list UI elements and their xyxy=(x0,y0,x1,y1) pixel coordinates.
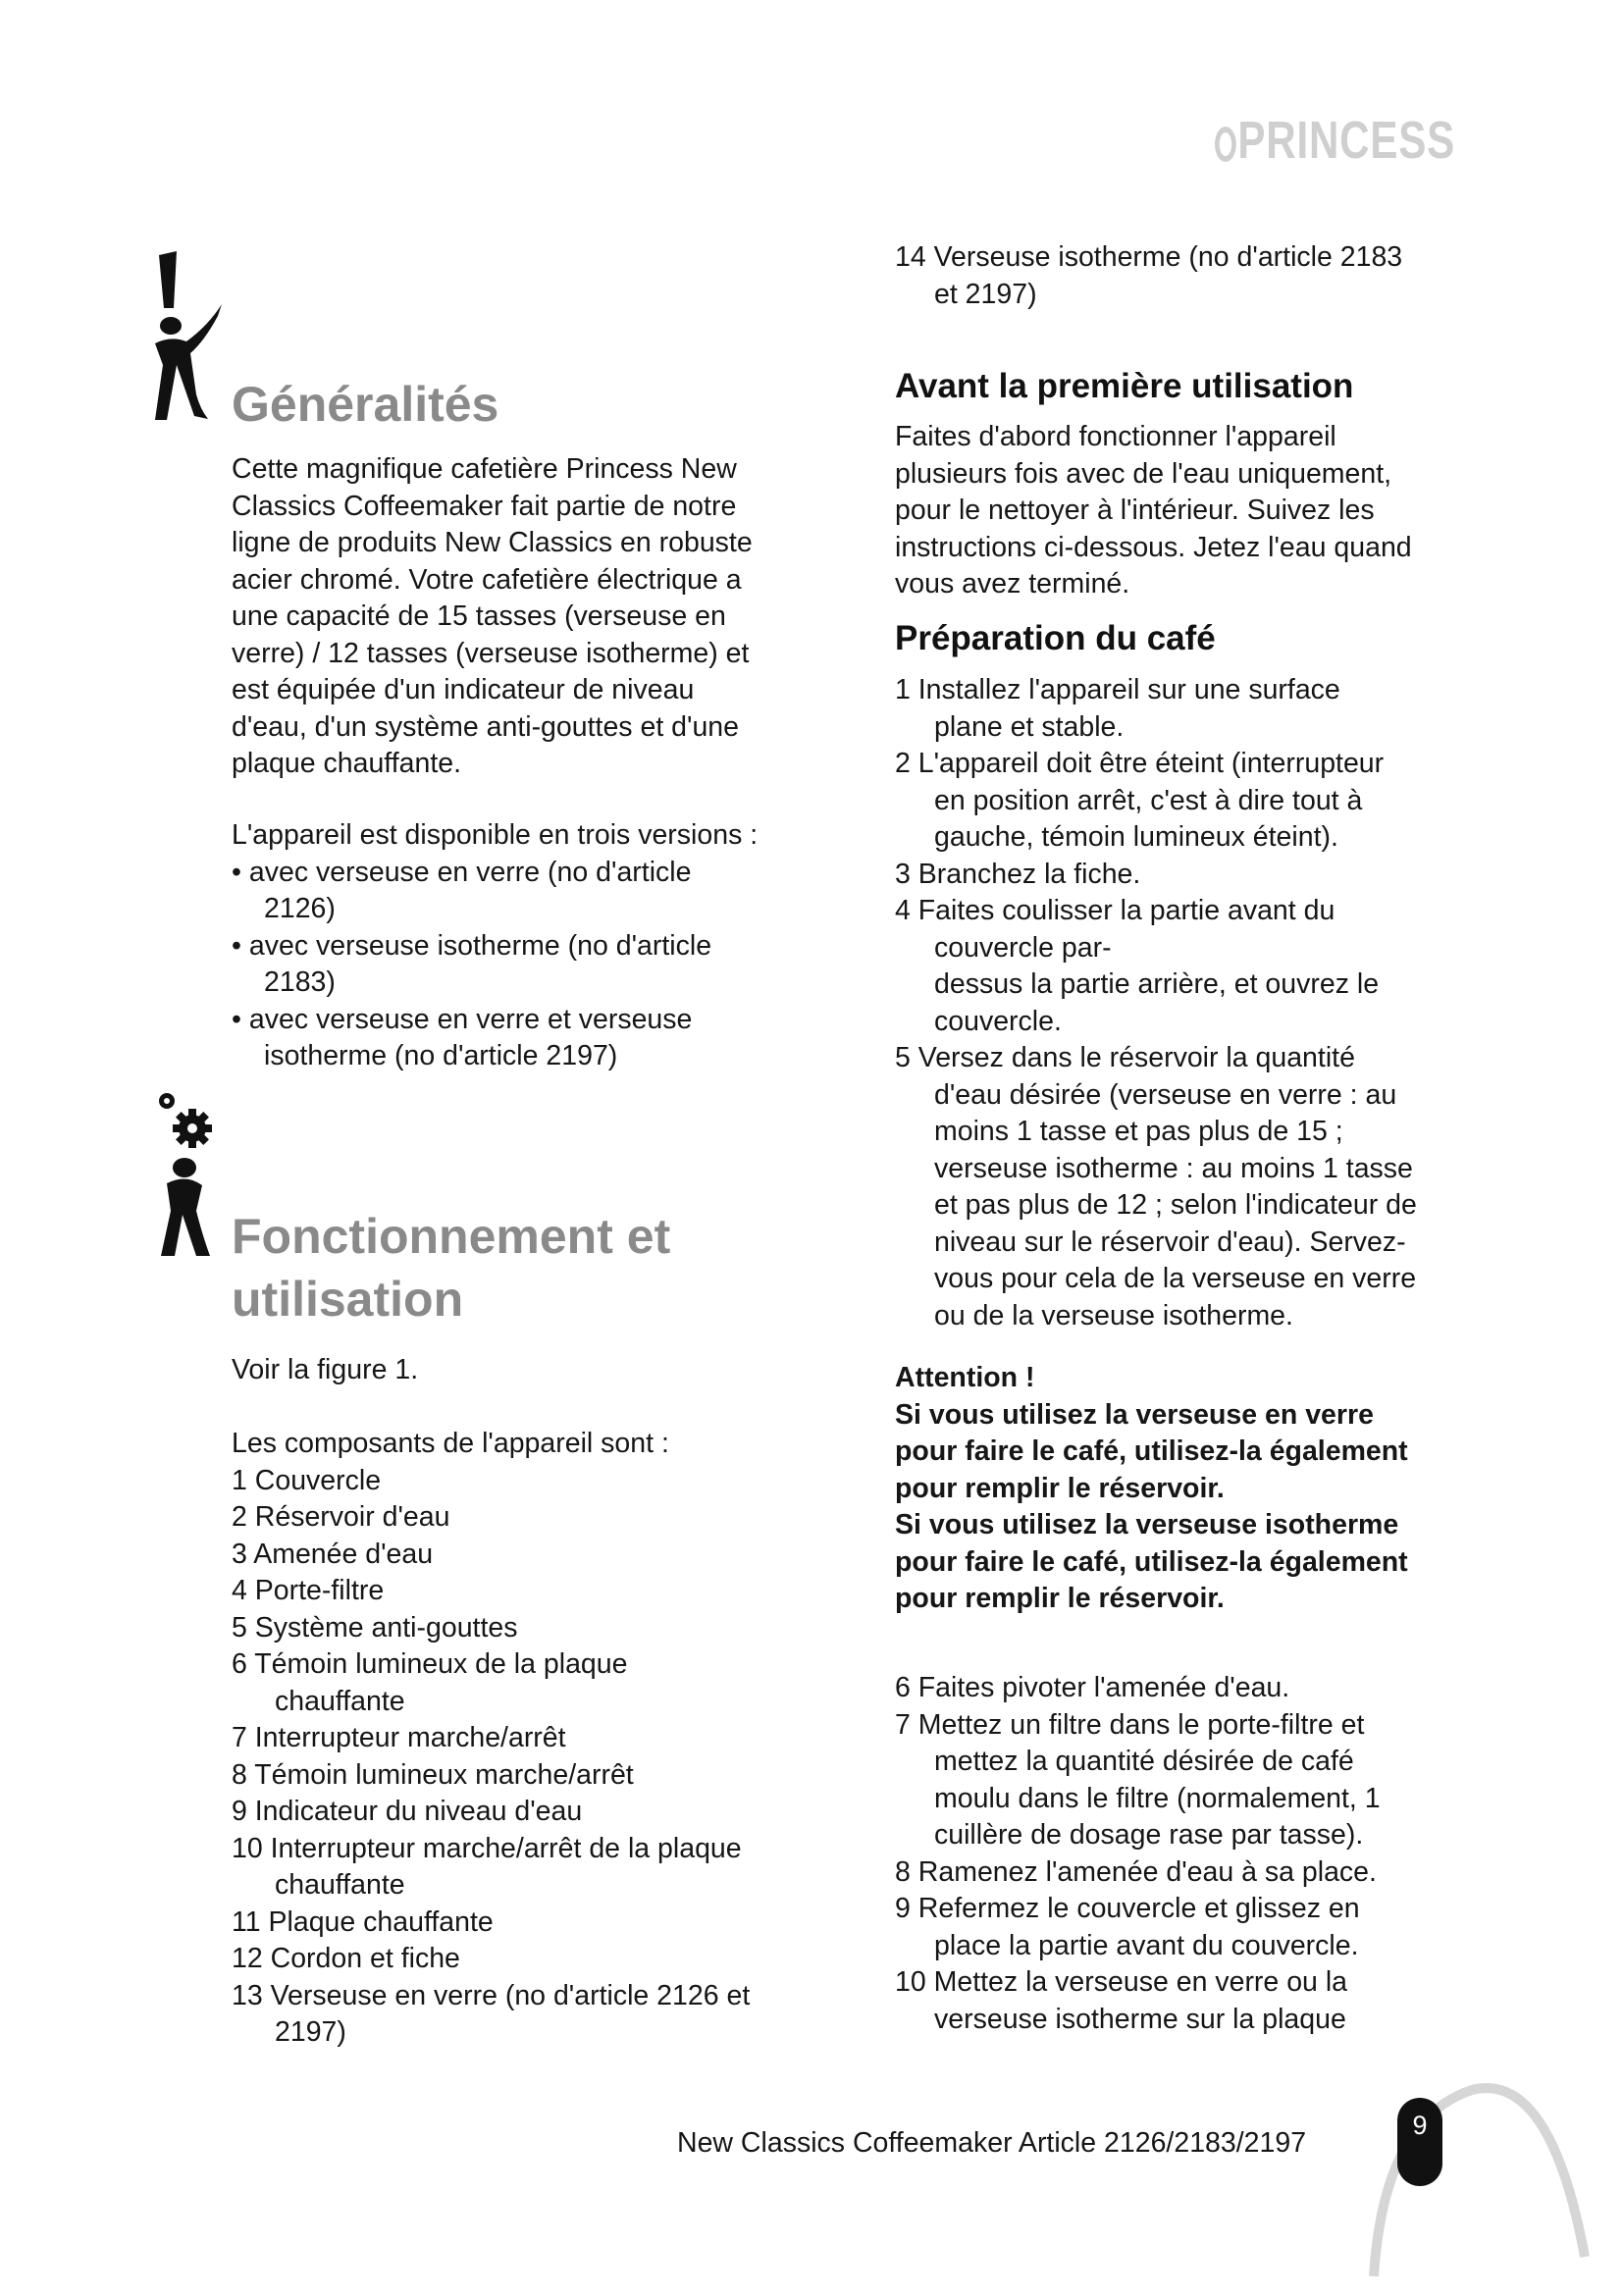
section-title-operation-l1: Fonctionnement et xyxy=(232,1209,671,1264)
step-cont: niveau sur le réservoir d'eau). Servez- xyxy=(934,1226,1406,1258)
page-number: 9 xyxy=(1397,2098,1442,2186)
section-preparation xyxy=(895,617,1444,660)
attention-line: pour remplir le réservoir. xyxy=(895,1583,1225,1614)
step-cont: en position arrêt, c'est à dire tout à xyxy=(934,784,1363,816)
warning-person-icon xyxy=(147,247,226,424)
step-cont: ou de la verseuse isotherme. xyxy=(934,1299,1293,1331)
logo-ring-icon xyxy=(1215,127,1236,162)
component-item: 1 Couvercle xyxy=(232,1464,382,1496)
component-item: 3 Amenée d'eau xyxy=(232,1538,434,1570)
step-item: 7 Mettez un filtre dans le porte-filtre et xyxy=(895,1708,1365,1741)
text-line: Classics Coffeemaker fait partie de notre xyxy=(232,490,737,522)
text-line: d'eau, d'un système anti-gouttes et d'une xyxy=(232,710,739,743)
text-line: ligne de produits New Classics en robuste xyxy=(232,527,753,558)
section-title-operation-l2: utilisation xyxy=(232,1272,464,1327)
step-cont: moulu dans le filtre (normalement, 1 xyxy=(934,1782,1381,1814)
text-line: pour le nettoyer à l'intérieur. Suivez les xyxy=(895,495,1375,526)
component-item: 11 Plaque chauffante xyxy=(232,1905,494,1938)
component-item: 9 Indicateur du niveau d'eau xyxy=(232,1796,583,1827)
gear-person-icon xyxy=(153,1087,232,1264)
step-item: 2 L'appareil doit être éteint (interrupteur xyxy=(895,748,1385,779)
step-cont: moins 1 tasse et pas plus de 15 ; xyxy=(934,1116,1343,1147)
component-item: 7 Interrupteur marche/arrêt xyxy=(232,1722,566,1753)
version-line: 2183) xyxy=(264,966,336,998)
step-cont: vous pour cela de la verseuse en verre xyxy=(934,1263,1417,1294)
text-line: plaque chauffante. xyxy=(232,748,462,779)
text-line: une capacité de 15 tasses (verseuse en xyxy=(232,600,726,632)
attention-box xyxy=(895,1360,1444,1618)
component-item: 10 Interrupteur marche/arrêt de la plaque xyxy=(232,1832,742,1864)
step-cont: verseuse isotherme : au moins 1 tasse xyxy=(934,1152,1413,1184)
component-item: 13 Verseuse en verre (no d'article 2126 et xyxy=(232,1979,751,2011)
step-cont: couvercle. xyxy=(934,1005,1062,1037)
attention-line: pour faire le café, utilisez-la également xyxy=(895,1545,1408,1578)
version-line: • avec verseuse en verre et verseuse xyxy=(232,1003,693,1035)
component-item: 12 Cordon et fiche xyxy=(232,1943,460,1974)
step-cont: d'eau désirée (verseuse en verre : au xyxy=(934,1078,1397,1111)
attention-line: pour remplir le réservoir. xyxy=(895,1472,1225,1504)
version-line: isotherme (no d'article 2197) xyxy=(264,1040,618,1071)
section-title-preparation: Préparation du café xyxy=(895,619,1216,657)
step-cont: place la partie avant du couvercle. xyxy=(934,1929,1359,1961)
component-item-cont: et 2197) xyxy=(934,278,1037,310)
text-line: instructions ci-dessous. Jetez l'eau quand xyxy=(895,531,1412,563)
components-list xyxy=(232,1426,801,2052)
components-intro: Les composants de l'appareil sont : xyxy=(232,1428,669,1459)
preparation-steps-a xyxy=(895,672,1444,1334)
step-cont: couvercle par- xyxy=(934,931,1112,964)
attention-title: Attention ! xyxy=(895,1362,1035,1393)
component-item-cont: chauffante xyxy=(275,1869,405,1901)
preparation-steps-b xyxy=(895,1670,1444,2038)
step-cont: dessus la partie arrière, et ouvrez le xyxy=(934,968,1380,1000)
step-cont: gauche, témoin lumineux éteint). xyxy=(934,821,1338,853)
step-item: 3 Branchez la fiche. xyxy=(895,858,1141,890)
step-item: 8 Ramenez l'amenée d'eau à sa place. xyxy=(895,1855,1377,1888)
attention-line: Si vous utilisez la verseuse isotherme xyxy=(895,1509,1399,1540)
component-item: 4 Porte-filtre xyxy=(232,1575,385,1606)
step-item: 4 Faites coulisser la partie avant du xyxy=(895,895,1335,926)
component-item: 5 Système anti-gouttes xyxy=(232,1611,518,1644)
step-item: 6 Faites pivoter l'amenée d'eau. xyxy=(895,1672,1290,1703)
step-cont: et pas plus de 12 ; selon l'indicateur de xyxy=(934,1189,1417,1221)
version-item xyxy=(232,855,801,928)
first-use-text xyxy=(895,419,1444,603)
step-cont: cuillère de dosage rase par tasse). xyxy=(934,1819,1364,1851)
component-item: 14 Verseuse isotherme (no d'article 2183 xyxy=(895,241,1403,273)
section-title-general: Généralités xyxy=(232,377,499,432)
component-item-cont: chauffante xyxy=(275,1685,405,1717)
step-cont: mettez la quantité désirée de café xyxy=(934,1746,1354,1777)
princess-logo xyxy=(1215,110,1455,171)
component-item-cont: 2197) xyxy=(275,2016,346,2048)
section-title-first-use: Avant la première utilisation xyxy=(895,367,1354,405)
text-line: Faites d'abord fonctionner l'appareil xyxy=(895,421,1336,452)
text-line: vous avez terminé. xyxy=(895,568,1130,600)
attention-line: Si vous utilisez la verseuse en verre xyxy=(895,1398,1374,1431)
component-item: 6 Témoin lumineux de la plaque xyxy=(232,1648,628,1680)
version-item xyxy=(232,1002,801,1075)
step-item: 1 Installez l'appareil sur une surface xyxy=(895,674,1340,705)
versions-intro: L'appareil est disponible en trois versions : xyxy=(232,819,759,851)
see-figure xyxy=(232,1352,801,1389)
see-figure-text: Voir la figure 1. xyxy=(232,1354,419,1385)
attention-line: pour faire le café, utilisez-la également xyxy=(895,1435,1408,1467)
step-item: 10 Mettez la verseuse en verre ou la xyxy=(895,1966,1347,1998)
item-14 xyxy=(895,239,1444,313)
step-cont: plane et stable. xyxy=(934,710,1125,743)
page-arc-decoration xyxy=(1354,2061,1590,2296)
text-line: acier chromé. Votre cafetière électrique a xyxy=(232,563,742,596)
component-item: 8 Témoin lumineux marche/arrêt xyxy=(232,1758,634,1791)
versions-block xyxy=(232,817,801,1075)
section-operation xyxy=(232,1205,801,1331)
step-item: 5 Versez dans le réservoir la quantité xyxy=(895,1042,1355,1073)
version-item xyxy=(232,928,801,1002)
text-line: est équipée d'un indicateur de niveau xyxy=(232,674,695,705)
text-line: Cette magnifique cafetière Princess New xyxy=(232,453,737,485)
version-line: • avec verseuse en verre (no d'article xyxy=(232,856,692,888)
step-item: 9 Refermez le couvercle et glissez en xyxy=(895,1893,1360,1924)
component-item: 2 Réservoir d'eau xyxy=(232,1501,450,1533)
step-cont: verseuse isotherme sur la plaque xyxy=(934,2003,1346,2035)
version-line: • avec verseuse isotherme (no d'article xyxy=(232,929,712,962)
version-line: 2126) xyxy=(264,893,336,924)
text-line: verre) / 12 tasses (verseuse isotherme) et xyxy=(232,637,750,669)
general-intro xyxy=(232,451,801,783)
footer-text: New Classics Coffeemaker Article 2126/2183/2197 xyxy=(677,2127,1307,2159)
section-general xyxy=(232,373,801,436)
section-first-use xyxy=(895,365,1444,408)
text-line: plusieurs fois avec de l'eau uniquement, xyxy=(895,457,1392,490)
logo-text: PRINCESS xyxy=(1237,111,1455,170)
